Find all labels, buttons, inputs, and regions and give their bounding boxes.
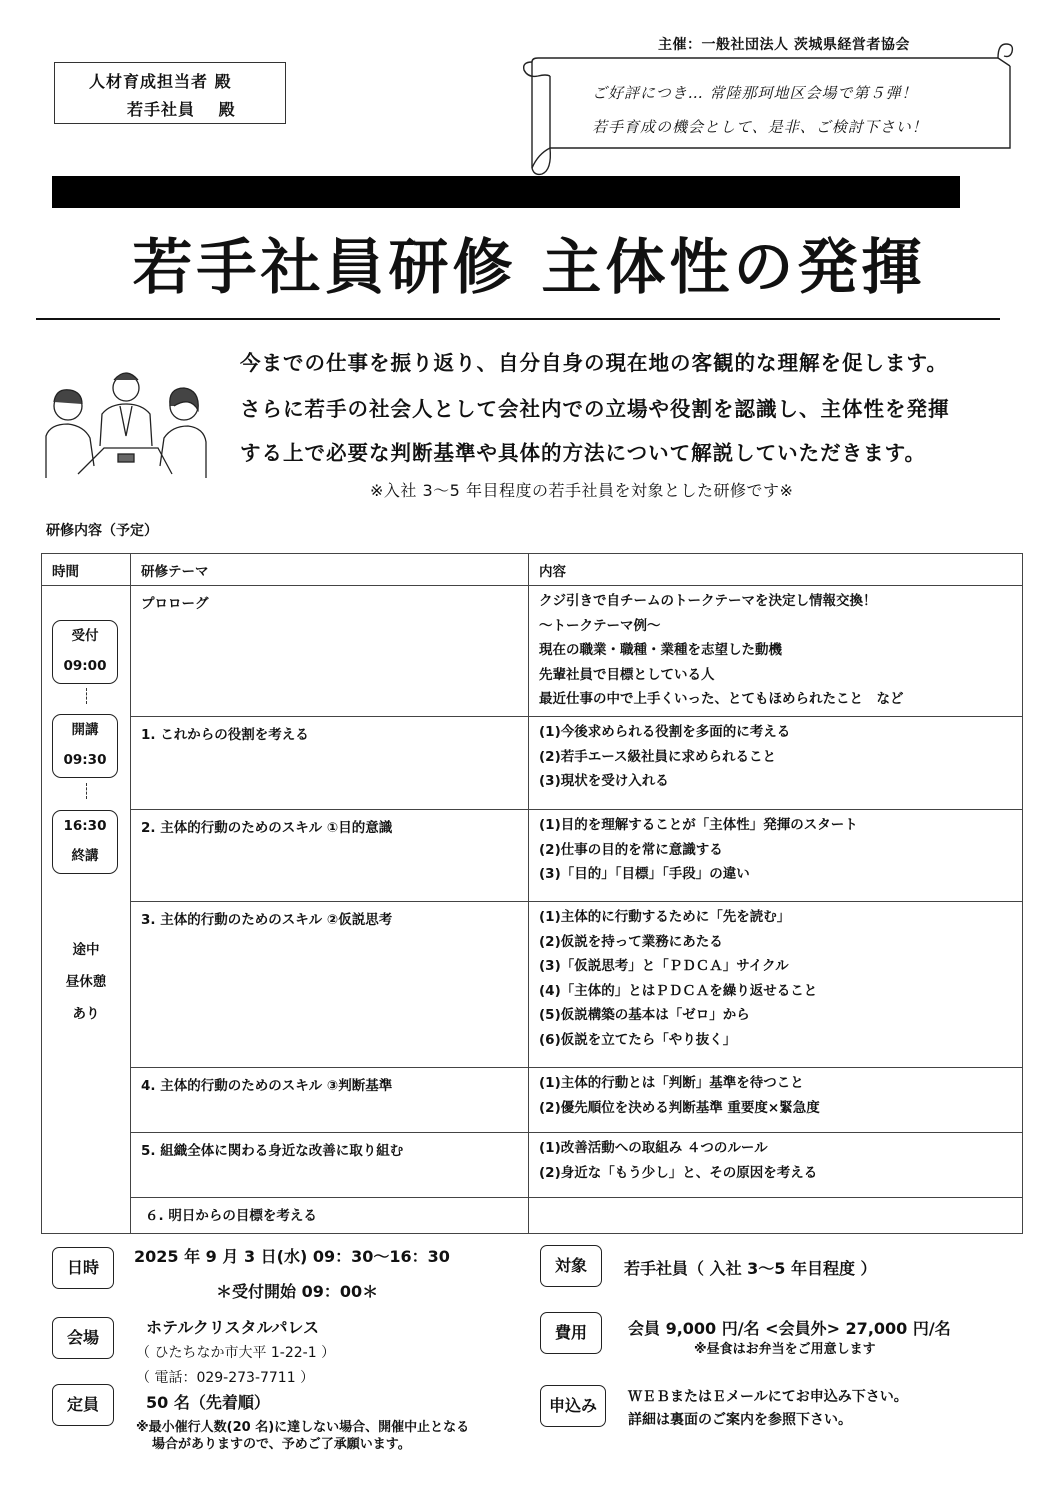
content-line: (3)「仮説思考」と「ＰＤＣＡ」サイクル <box>539 958 789 975</box>
intro-note: ※入社 3～5 年目程度の若手社員を対象とした研修です※ <box>370 481 794 500</box>
time-box-opening <box>52 714 118 778</box>
reception-start: ＊受付開始 09：00＊ <box>216 1282 379 1301</box>
content-line: (4)「主体的」とはＰＤＣＡを繰り返せること <box>539 982 818 999</box>
content-cell <box>529 901 1023 1067</box>
venue-tel: （ 電話：029-273-7711 ） <box>136 1370 315 1386</box>
lunch-note-3: あり <box>72 1006 100 1022</box>
content-cell <box>529 716 1023 809</box>
fee-note: ※昼食はお弁当をご用意します <box>694 1342 876 1357</box>
people-meeting-illustration-icon <box>40 366 220 486</box>
content-line: (2)仕事の目的を常に意識する <box>539 841 723 858</box>
content-line: 最近仕事の中で上手くいった、とてもほめられたこと など <box>539 691 904 708</box>
content-line: (1)目的を理解することが「主体性」発揮のスタート <box>539 816 858 833</box>
content-line: (5)仮説構築の基本は「ゼロ」から <box>539 1007 750 1024</box>
time-box-closing <box>52 810 118 874</box>
venue-label: 会場 <box>52 1317 114 1359</box>
theme-cell: プロローグ <box>131 586 529 717</box>
time-box-value: 09:00 <box>63 658 107 674</box>
fee-value: 会員 9,000 円/名 <会員外> 27,000 円/名 <box>628 1319 951 1338</box>
content-line: (6)仮説を立てたら「やり抜く」 <box>539 1031 737 1048</box>
addressee-box <box>54 62 286 124</box>
intro-line1: 今までの仕事を振り返り、自分自身の現在地の客観的な理解を促します。 <box>240 351 948 375</box>
content-cell <box>529 1197 1023 1233</box>
intro-line2: さらに若手の社会人として会社内での立場や役割を認識し、主体性を発揮 <box>240 397 950 421</box>
date-label: 日時 <box>52 1247 114 1289</box>
section-heading: 研修内容（予定） <box>46 523 158 539</box>
time-box-value: 16:30 <box>63 818 107 834</box>
schedule-table <box>41 553 1023 1234</box>
content-line: (2)若手エース級社員に求められること <box>539 748 777 765</box>
title-rule <box>36 318 1000 320</box>
theme-cell: 2. 主体的行動のためのスキル ①目的意識 <box>131 809 529 901</box>
content-line: 現在の職業・職種・業種を志望した動機 <box>539 642 782 659</box>
content-line: ～トークテーマ例～ <box>539 617 661 634</box>
content-cell <box>529 1132 1023 1197</box>
content-line: (2)優先順位を決める判断基準 重要度×緊急度 <box>539 1099 820 1116</box>
date-value: 2025 年 9 月 3 日(水) 09：30～16：30 <box>134 1247 450 1266</box>
content-line: (3)現状を受け入れる <box>539 773 669 790</box>
theme-cell: 4. 主体的行動のためのスキル ③判断基準 <box>131 1067 529 1132</box>
content-cell <box>529 1067 1023 1132</box>
promo-line1: ご好評につき… 常陸那珂地区会場で第５弾！ <box>592 84 918 102</box>
target-label: 対象 <box>540 1245 602 1287</box>
content-line: (1)主体的行動とは「判断」基準を待つこと <box>539 1074 804 1091</box>
theme-cell: 5. 組織全体に関わる身近な改善に取り組む <box>131 1132 529 1197</box>
time-column <box>42 586 131 1234</box>
content-line: (1)今後求められる役割を多面的に考える <box>539 723 791 740</box>
promo-line2: 若手育成の機会として、是非、ご検討下さい！ <box>592 118 928 136</box>
table-header-row <box>42 554 1023 586</box>
venue-name: ホテルクリスタルパレス <box>146 1318 319 1337</box>
time-box-label: 受付 <box>71 628 99 644</box>
time-box-reception <box>52 620 118 684</box>
table-row <box>42 1067 1023 1132</box>
capacity-note2: 場合がありますので、予めご了承願います。 <box>152 1437 411 1452</box>
time-box-label: 開講 <box>71 722 99 738</box>
apply-line2: 詳細は裏面のご案内を参照下さい。 <box>628 1412 852 1428</box>
dash-connector <box>86 783 87 799</box>
capacity-label: 定員 <box>52 1384 114 1426</box>
theme-cell: 1. これからの役割を考える <box>131 716 529 809</box>
theme-cell: ６. 明日からの目標を考える <box>131 1197 529 1233</box>
addressee-line2: 若手社員 殿 <box>127 100 236 119</box>
capacity-value: 50 名（先着順） <box>146 1393 270 1412</box>
content-line: 先輩社員で目標としている人 <box>539 666 715 683</box>
table-row <box>42 1197 1023 1233</box>
table-row <box>42 716 1023 809</box>
venue-address: （ ひたちなか市大平 1-22-1 ） <box>136 1345 336 1361</box>
content-line: (2)身近な「もう少し」と、その原因を考える <box>539 1164 818 1181</box>
page-title: 若手社員研修 主体性の発揮 <box>132 233 926 303</box>
apply-label: 申込み <box>540 1385 606 1427</box>
dash-connector <box>86 688 87 704</box>
lunch-note-2: 昼休憩 <box>65 974 107 990</box>
content-cell <box>529 809 1023 901</box>
header-content: 内容 <box>529 554 1023 586</box>
lunch-note-1: 途中 <box>72 942 100 958</box>
table-row <box>42 586 1023 717</box>
target-value: 若手社員（ 入社 3～5 年目程度 ） <box>624 1259 877 1278</box>
table-row <box>42 1132 1023 1197</box>
time-box-value: 09:30 <box>63 752 107 768</box>
table-row <box>42 809 1023 901</box>
capacity-note1: ※最小催行人数(20 名)に達しない場合、開催中止となる <box>136 1420 470 1435</box>
fee-label: 費用 <box>540 1312 602 1354</box>
apply-line1: ＷＥＢまたはＥメールにてお申込み下さい。 <box>628 1389 908 1405</box>
header-theme: 研修テーマ <box>131 554 529 586</box>
black-bar <box>52 176 960 208</box>
table-row <box>42 901 1023 1067</box>
header-time: 時間 <box>42 554 131 586</box>
organizer: 主催：一般社団法人 茨城県経営者協会 <box>658 37 910 53</box>
theme-cell: 3. 主体的行動のためのスキル ②仮説思考 <box>131 901 529 1067</box>
content-line: (1)改善活動への取組み ４つのルール <box>539 1139 768 1156</box>
content-line: クジ引きで自チームのトークテーマを決定し情報交換！ <box>539 593 877 609</box>
addressee-line1: 人材育成担当者 殿 <box>89 72 232 91</box>
intro-line3: する上で必要な判断基準や具体的方法について解説していただきます。 <box>240 441 926 465</box>
time-box-label: 終講 <box>71 848 99 864</box>
content-line: (3)「目的」「目標」「手段」の違い <box>539 866 750 883</box>
content-cell <box>529 586 1023 717</box>
content-line: (2)仮説を持って業務にあたる <box>539 933 723 950</box>
scroll-banner-icon <box>520 36 1020 186</box>
content-line: (1)主体的に行動するために「先を読む」 <box>539 908 791 925</box>
